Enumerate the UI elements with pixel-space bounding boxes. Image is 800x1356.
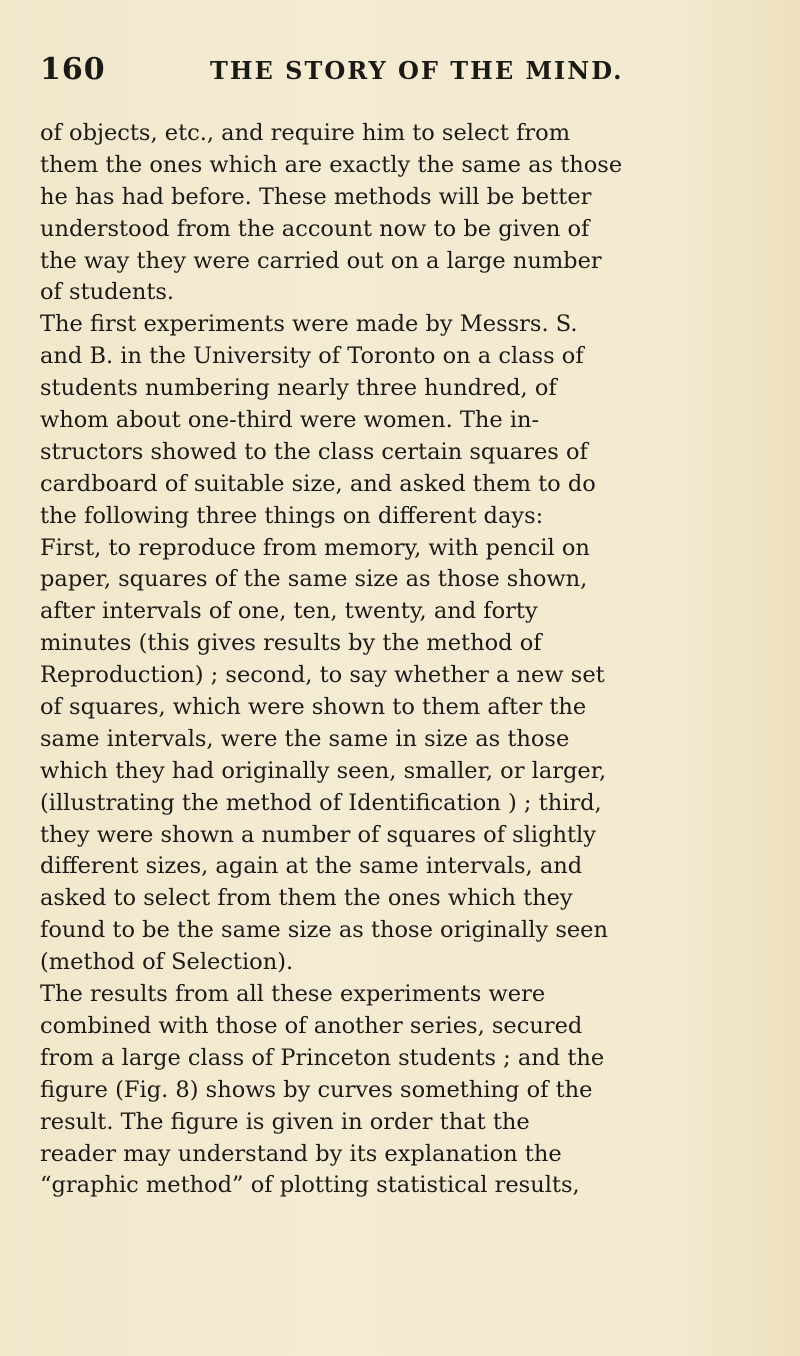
page-number: 160	[40, 52, 106, 87]
text-line: the following three things on different days:	[40, 502, 544, 529]
text-line: after intervals of one, ten, twenty, and forty	[40, 598, 538, 625]
text-line: of students.	[40, 279, 175, 306]
text-line: cardboard of suitable size, and asked them to do	[40, 470, 596, 497]
text-line: found to be the same size as those originally seen	[40, 917, 608, 944]
text-line: The first experiments were made by Messrs. S.	[40, 311, 578, 338]
text-line: figure (Fig. 8) shows by curves something of the	[40, 1076, 593, 1103]
text-line: them the ones which are exactly the same as those	[40, 151, 623, 178]
running-head: THE STORY OF THE MIND.	[210, 56, 624, 85]
text-line: asked to select from them the ones which they	[40, 885, 573, 912]
text-line: of objects, etc., and require him to select from	[40, 120, 571, 146]
text-line: paper, squares of the same size as those shown,	[40, 566, 588, 593]
text-line: The results from all these experiments were	[40, 981, 546, 1008]
text-line: the way they were carried out on a large number	[40, 247, 602, 274]
text-line: First, to reproduce from memory, with pencil on	[40, 534, 590, 561]
text-line: he has had before. These methods will be better	[40, 183, 592, 210]
text-line: minutes (this gives results by the method of	[40, 630, 542, 657]
text-line: whom about one-third were women. The in-	[40, 407, 540, 434]
text-line: and B. in the University of Toronto on a class of	[40, 343, 584, 370]
text-line: same intervals, were the same in size as those	[40, 725, 570, 752]
text-line: (illustrating the method of Identification ) ; third,	[40, 789, 602, 816]
text-line: understood from the account now to be given of	[40, 215, 590, 242]
text-line: (method of Selection).	[40, 949, 294, 976]
text-line: reader may understand by its explanation the	[40, 1140, 562, 1167]
text-line: different sizes, again at the same intervals, and	[40, 853, 583, 880]
text-line: of squares, which were shown to them after the	[40, 694, 587, 721]
text-line: result. The figure is given in order that the	[40, 1108, 530, 1135]
body-text	[40, 118, 728, 1202]
text-line: they were shown a number of squares of slightly	[40, 821, 596, 848]
text-line: structors showed to the class certain squares of	[40, 438, 588, 465]
text-line: combined with those of another series, secured	[40, 1012, 583, 1039]
text-line: Reproduction) ; second, to say whether a new set	[40, 662, 605, 689]
text-line: from a large class of Princeton students ; and the	[40, 1044, 605, 1071]
text-line: students numbering nearly three hundred, of	[40, 375, 557, 402]
page-header	[40, 52, 720, 92]
text-line: “graphic method” of plotting statistical results,	[40, 1172, 580, 1199]
text-line: which they had originally seen, smaller, or larger,	[40, 757, 607, 784]
